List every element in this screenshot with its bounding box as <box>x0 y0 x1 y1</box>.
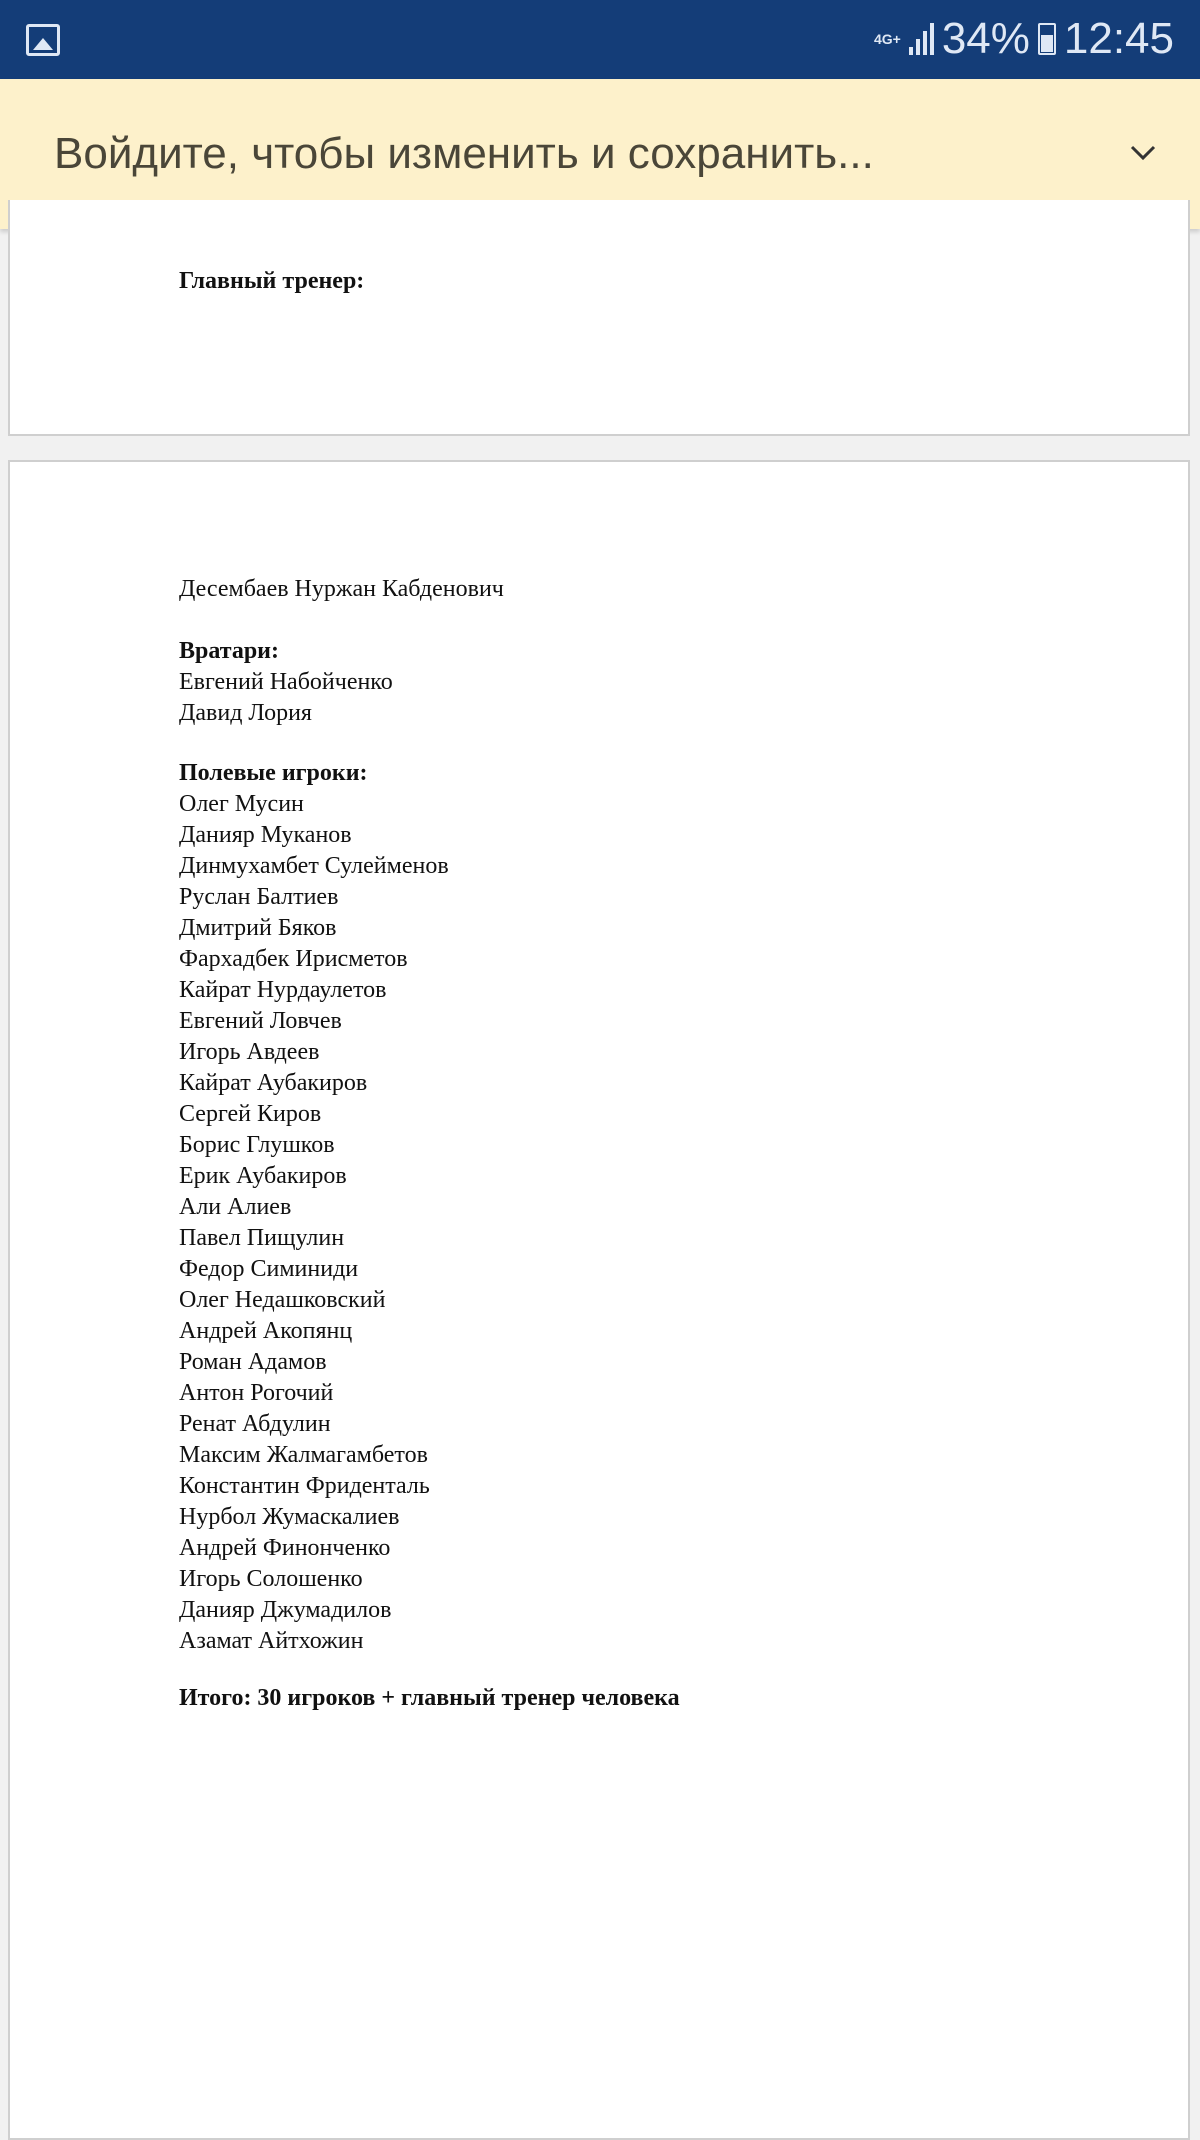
player-name: Азамат Айтхожин <box>179 1628 364 1654</box>
player-name: Павел Пищулин <box>179 1225 345 1251</box>
document-page-1 <box>8 200 1190 436</box>
total-line: Итого: 30 игроков + главный тренер человека <box>179 1685 680 1711</box>
player-name: Ерик Аубакиров <box>179 1163 347 1189</box>
player-name: Игорь Солошенко <box>179 1566 363 1592</box>
player-name: Динмухамбет Сулейменов <box>179 853 449 879</box>
player-name: Данияр Джумадилов <box>179 1597 392 1623</box>
player-name: Руслан Балтиев <box>179 884 339 910</box>
player-name: Роман Адамов <box>179 1349 327 1375</box>
signal-icon <box>909 23 934 55</box>
player-name: Максим Жалмагамбетов <box>179 1442 428 1468</box>
player-name: Кайрат Нурдаулетов <box>179 977 387 1003</box>
field-players-heading: Полевые игроки: <box>179 760 368 786</box>
coach-name: Десембаев Нуржан Кабденович <box>179 576 504 602</box>
head-coach-heading: Главный тренер: <box>179 268 365 294</box>
gallery-notification-icon <box>26 24 60 56</box>
clock: 12:45 <box>1063 14 1174 63</box>
player-name: Али Алиев <box>179 1194 292 1220</box>
player-name: Евгений Ловчев <box>179 1008 342 1034</box>
goalkeepers-heading: Вратари: <box>179 638 279 664</box>
player-name: Ренат Абдулин <box>179 1411 331 1437</box>
player-name: Константин Фриденталь <box>179 1473 430 1499</box>
battery-percent: 34% <box>941 14 1030 63</box>
player-name: Антон Рогочий <box>179 1380 334 1406</box>
player-name: Борис Глушков <box>179 1132 335 1158</box>
player-name: Игорь Авдеев <box>179 1039 320 1065</box>
player-name: Давид Лория <box>179 700 312 726</box>
player-name: Евгений Набойченко <box>179 669 393 695</box>
banner-message: Войдите, чтобы изменить и сохранить... <box>54 129 874 178</box>
chevron-down-icon[interactable] <box>1126 135 1160 169</box>
player-name: Федор Симиниди <box>179 1256 359 1282</box>
goalkeepers-list <box>179 667 393 729</box>
status-bar <box>0 0 1200 79</box>
player-name: Нурбол Жумаскалиев <box>179 1504 400 1530</box>
field-players-list <box>179 789 449 1657</box>
document-page-2 <box>8 460 1190 2140</box>
player-name: Олег Мусин <box>179 791 304 817</box>
player-name: Андрей Финонченко <box>179 1535 391 1561</box>
player-name: Олег Недашковский <box>179 1287 386 1313</box>
player-name: Данияр Муканов <box>179 822 352 848</box>
battery-icon <box>1038 23 1056 55</box>
player-name: Фархадбек Ирисметов <box>179 946 408 972</box>
network-type: 4G+ <box>873 31 901 47</box>
player-name: Сергей Киров <box>179 1101 322 1127</box>
player-name: Дмитрий Бяков <box>179 915 337 941</box>
player-name: Кайрат Аубакиров <box>179 1070 368 1096</box>
player-name: Андрей Акопянц <box>179 1318 353 1344</box>
